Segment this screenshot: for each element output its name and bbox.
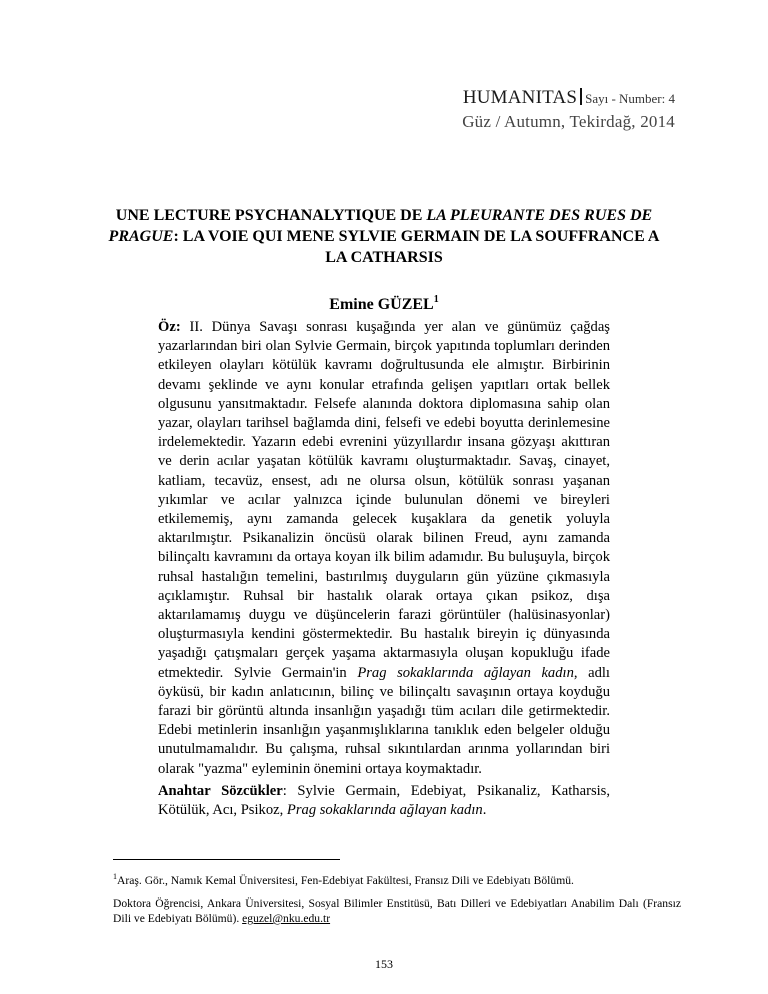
keywords-label: Anahtar Sözcükler xyxy=(158,782,283,799)
footnote-2-text: Doktora Öğrencisi, Ankara Üniversitesi, Sosyal Bilimler Enstitüsü, Batı Dilleri ve Edebiyatları Anabilim Dalı (Fransız Dili ve Edebiyatı Bölümü). xyxy=(113,897,681,925)
keywords xyxy=(158,782,610,820)
journal-header xyxy=(462,88,675,133)
abstract-work-title: Prag sokaklarında ağlayan kadın xyxy=(357,664,574,681)
title-italic: LA PLEURANTE DES RUES DE PRAGUE xyxy=(108,207,653,245)
keywords-text: : Sylvie Germain, Edebiyat, Psikanaliz, Katharsis, Kötülük, Acı, Psikoz, xyxy=(158,782,611,819)
footnote-1 xyxy=(113,869,681,888)
title-part-2: : LA VOIE QUI MENE SYLVIE GERMAIN DE LA SOUFFRANCE A LA CATHARSIS xyxy=(173,228,660,266)
author-email-link[interactable]: eguzel@nku.edu.tr xyxy=(242,912,331,925)
abstract-text-b: , adlı öyküsü, bir kadın anlatıcının, bilinç ve bilinçaltı savaşının ortaya koyduğu farazi bir görüntü altında insanlığın yaşadığı tüm acıları dile getirmektedir. Edebi metinlerin insanlığın yaşanmışlıklarına tanıklık eden belgeler olduğu unutulmamalıdır. Bu çalışma, ruhsal sıkıntılardan arınma yollarından biri olarak "yazma" eyleminin önemini ortaya koymaktadır. xyxy=(158,664,610,777)
title-part-1: UNE LECTURE PSYCHANALYTIQUE DE xyxy=(115,207,427,224)
journal-name: HUMANITAS xyxy=(462,87,578,108)
footnote-marker: 1 xyxy=(113,872,117,881)
footnote-1-text: Araş. Gör., Namık Kemal Üniversitesi, Fen-Edebiyat Fakültesi, Fransız Dili ve Edebiyatı Bölümü. xyxy=(117,874,574,887)
author-name: Emine GÜZEL xyxy=(329,296,434,313)
page-number: 153 xyxy=(375,957,393,971)
abstract-paragraph xyxy=(158,318,610,779)
footnotes xyxy=(113,869,681,934)
footnote-2 xyxy=(113,896,681,926)
keywords-italic: Prag sokaklarında ağlayan kadın xyxy=(286,802,483,819)
article-title xyxy=(100,205,668,268)
footnote-rule xyxy=(113,859,340,860)
keywords-end: . xyxy=(482,802,487,819)
author-footnote-marker: 1 xyxy=(433,294,439,305)
issue-season: Güz / Autumn, Tekirdağ, 2014 xyxy=(462,112,675,131)
author xyxy=(0,294,768,314)
abstract-text-a: II. Dünya Savaşı sonrası kuşağında yer alan ve günümüz çağdaş yazarlarından biri olan Sylvie Germain, birçok yapıtında toplumları derinden etkileyen olayları kötülük kavramı doğrultusunda ele almıştır. Birbirinin devamı şeklinde ve aynı konular etrafında gelişen yapıtları ortak bellek olgusunu yansıtmaktadır. Felsefe alanında doktora diplomasına sahip olan yazar, olayları tarihsel bağlamda dini, felsefi ve edebi boyutta derinlemesine irdelemektedir. Yazarın edebi evrenini yüzyıllardır insana gözyaşı akıttıran ve derin acılar yaşatan kötülük kavramı oluşturmaktadır. Savaş, cinayet, katliam, tecavüz, ensest, adı ne olursa olsun, kötülük sonrası yaşanan yıkımlar ve acılar yalnızca içinde bulunulan dönemi ve bireyleri etkilememiş, aynı zamanda gelecek kuşaklara da genetik yoluyla aktarılmıştır. Psikanalizin öncüsü olarak bilinen Freud, aynı zamanda bilinçaltı kavramını da ortaya koyan ilk bilim adamıdır. Bu buluşuyla, birçok ruhsal hastalığın temelini, bastırılmış duyguların gün yüzüne çıkmasıyla açıklamıştır. Ruhsal bir hastalık olarak ortaya çıkan psikoz, dışa aktarılamamış duygu ve düşüncelerin farazi görüntüler (halüsinasyonlar) oluşturmasıyla kendini göstermektedir. Bu hastalık bireyin iç dünyasında yaşadığı çatışmaları gerçek yaşama aktarmasıyla oluşan kopukluğu ifade etmektedir. Sylvie Germain'in xyxy=(158,319,610,681)
abstract-label: Öz: xyxy=(158,319,181,335)
issue-number: Sayı - Number: 4 xyxy=(585,91,675,106)
header-divider xyxy=(580,88,582,105)
abstract xyxy=(158,318,610,820)
